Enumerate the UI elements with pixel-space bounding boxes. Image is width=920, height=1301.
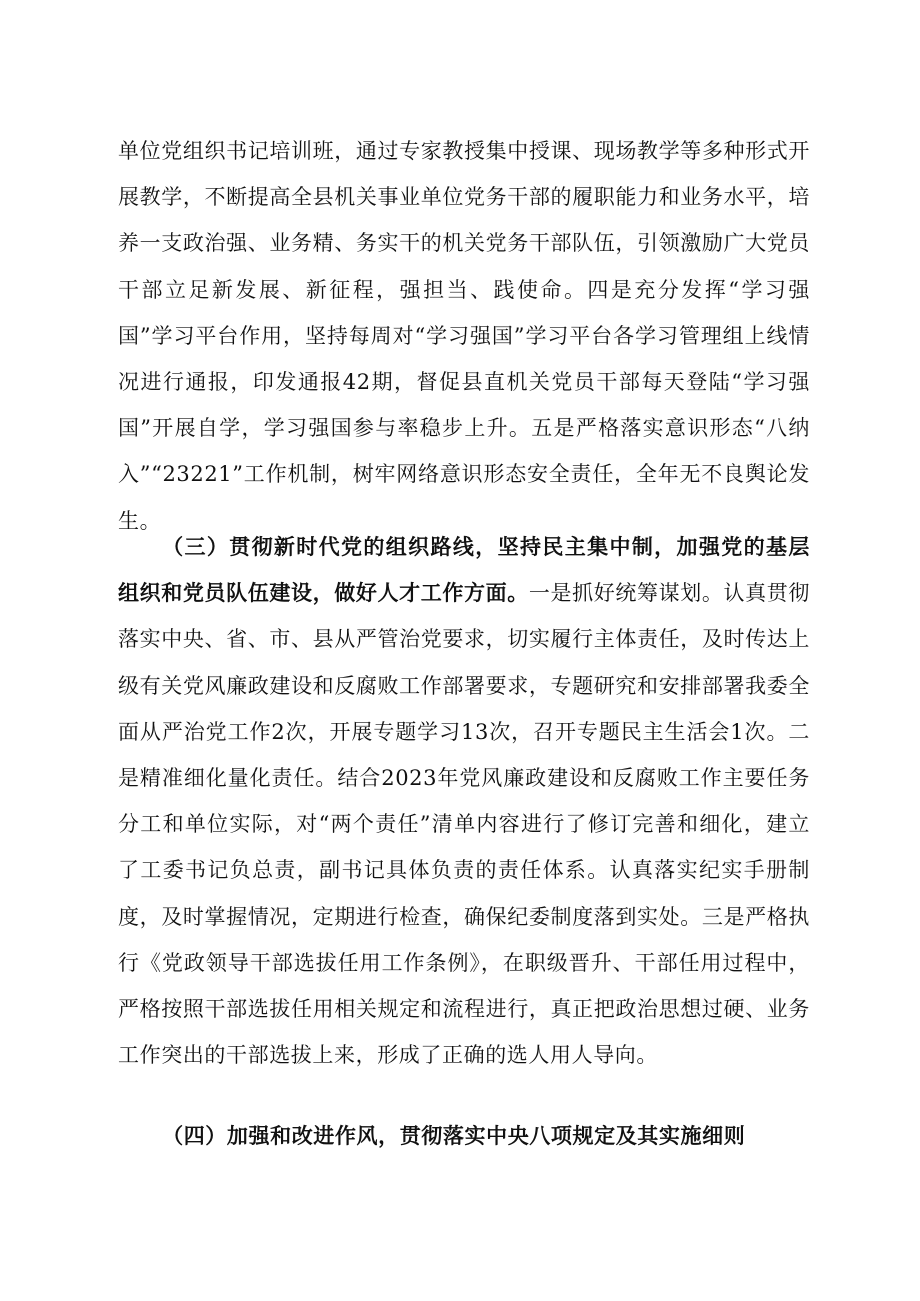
section-4-heading: （四）加强和改进作风，贯彻落实中央八项规定及其实施细则 xyxy=(162,1123,746,1148)
paragraph-continuation xyxy=(118,128,810,544)
section-3-heading: （三）贯彻新时代党的组织路线，坚持民主集中制，加强党的基层组织和党员队伍建设，做好人才工作方面。 xyxy=(118,534,810,606)
section-3-paragraph xyxy=(118,524,810,1078)
section-3-body: 一是抓好统筹谋划。认真贯彻落实中央、省、市、县从严管治党要求，切实履行主体责任，及时传达上级有关党风廉政建设和反腐败工作部署要求，专题研究和安排部署我委全面从严治党工作2次，开展专题学习13次，召开专题民主生活会1次。二是精准细化量化责任。结合2023年党风廉政建设和反腐败工作主要任务分工和单位实际，对“两个责任”清单内容进行了修订完善和细化，建立了工委书记负总责，副书记具体负责的责任体系。认真落实纪实手册制度，及时掌握情况，定期进行检查，确保纪委制度落到实处。三是严格执行《党政领导干部选拔任用工作条例》，在职级晋升、干部任用过程中，严格按照干部选拔任用相关规定和流程进行，真正把政治思想过硬、业务工作突出的干部选拔上来，形成了正确的选人用人导向。 xyxy=(118,581,810,1068)
section-4-paragraph xyxy=(118,1113,810,1159)
paragraph-text: 单位党组织书记培训班，通过专家教授集中授课、现场教学等多种形式开展教学，不断提高全县机关事业单位党务干部的履职能力和业务水平，培养一支政治强、业务精、务实干的机关党务干部队伍，引领激励广大党员干部立足新发展、新征程，强担当、践使命。四是充分发挥“学习强国”学习平台作用，坚持每周对“学习强国”学习平台各学习管理组上线情况进行通报，印发通报42期，督促县直机关党员干部每天登陆“学习强国”开展自学，学习强国参与率稳步上升。五是严格落实意识形态“八纳入”“23221”工作机制，树牢网络意识形态安全责任，全年无不良舆论发生。 xyxy=(118,139,810,533)
